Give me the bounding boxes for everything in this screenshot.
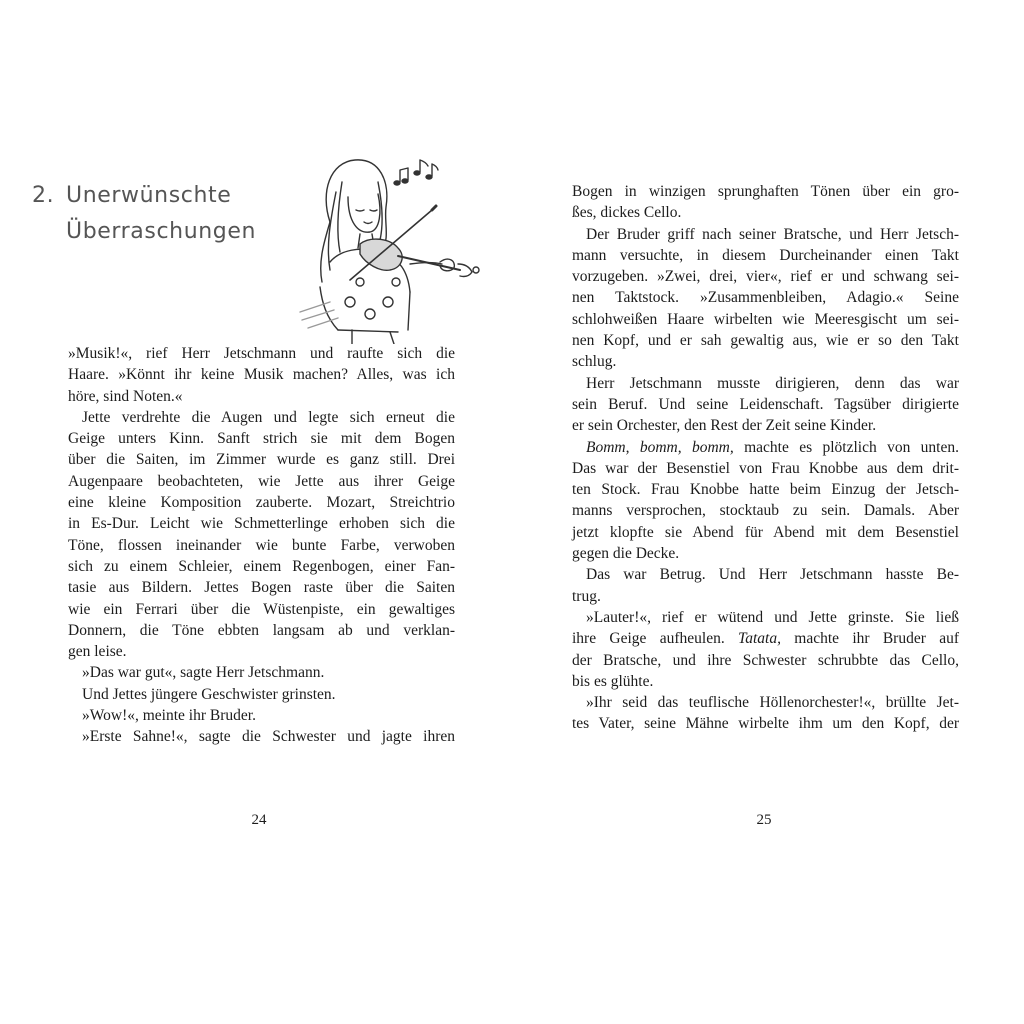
text-line: jetzt klopfte sie Abend für Abend mit dem Besenstiel [572,523,959,541]
text-line: eine kleine Komposition zauberte. Mozart, Streichtrio [68,494,455,512]
text-line: nen Kopf, und er sah gewaltig aus, wie er so den Takt [572,332,959,350]
text-line: gegen die Decke. [572,545,680,563]
text-line: Geige unters Kinn. Sanft strich sie mit dem Bogen [68,430,455,448]
text-line: ten Stock. Frau Knobbe hatte beim Einzug der Jetsch- [572,481,959,499]
text-line: Haare. »Könnt ihr keine Musik machen? Alles, was ich [68,366,455,384]
text-line: über die Saiten, im Zimmer wurde es ganz still. Drei [68,451,455,469]
text-line: höre, sind Noten.« [68,387,183,405]
text-line: Bogen in winzigen sprunghaften Tönen über ein gro- [572,183,959,200]
text-line: bis es glühte. [572,672,654,690]
text-line: Der Bruder griff nach seiner Bratsche, und Herr Jetsch- [586,225,959,243]
text-line: »Musik!«, rief Herr Jetschmann und raufte sich die [68,345,455,362]
text-line: »Ihr seid das teuflische Höllenorchester!«, brüllte Jet- [586,694,959,712]
text-line: schlug. [572,353,617,371]
text-line: vorzugeben. »Zwei, drei, vier«, rief er und schwang sei- [572,268,959,286]
text-line: nen Taktstock. »Zusammenbleiben, Adagio.« Seine [572,289,959,307]
text-line: Und Jettes jüngere Geschwister grinsten. [82,685,336,703]
text-line: Bomm, bomm, bomm, machte es plötzlich von unten. [586,438,959,456]
page-number-right: 25 [756,812,772,828]
text-line: Das war der Besenstiel von Frau Knobbe aus dem drit- [572,459,959,477]
text-line: mann versuchte, in diesem Durcheinander einen Takt [572,246,959,264]
text-line: sich zu einem Schleier, einem Regenbogen, einer Fan- [68,557,455,575]
text-line: sein Beruf. Und seine Leidenschaft. Tagsüber dirigierte [572,395,959,413]
left-page-text [68,343,455,748]
text-line: Töne, flossen ineinander wie bunte Farbe, verwoben [68,536,455,554]
page-number-left: 24 [251,812,267,828]
chapter-title-line2: Überraschungen [66,219,257,244]
text-line: Donnern, die Töne ebbten langsam ab und verklan- [68,621,455,639]
text-line: in Es-Dur. Leicht wie Schmetterlinge erhoben sich die [68,515,455,533]
text-line: tes Vater, seine Mähne wirbelte ihm um den Kopf, der [572,715,959,733]
text-line: ihre Geige aufheulen. Tatata, machte ihr Bruder auf [572,630,959,648]
text-line: wie ein Ferrari über die Wüstenpiste, ein gewaltiges [68,600,455,618]
right-page-text [572,181,959,735]
text-line: »Wow!«, meinte ihr Bruder. [82,707,256,725]
text-line: Das war Betrug. Und Herr Jetschmann hasste Be- [586,566,959,584]
chapter-title-line1: Unerwünschte [66,183,232,208]
text-line: Augenpaare beobachteten, wie Jette aus ihrer Geige [68,472,455,490]
text-line: der Bratsche, und ihre Schwester schrubbte das Cello, [572,651,959,669]
text-line: Jette verdrehte die Augen und legte sich erneut die [82,408,455,426]
right-page [512,0,1024,1024]
chapter-number: 2. [32,183,55,208]
text-line: ßes, dickes Cello. [572,204,682,222]
text-line: trug. [572,587,601,605]
text-line: »Lauter!«, rief er wütend und Jette grinste. Sie ließ [586,608,959,626]
text-line: tasie aus Bildern. Jettes Bogen raste über die Saiten [68,579,455,597]
chapter-heading [32,178,282,250]
text-line: gen leise. [68,643,127,661]
text-line: er sein Orchester, den Rest der Zeit seine Kinder. [572,417,877,435]
violin-girl-drawing [290,152,495,344]
text-line: Herr Jetschmann musste dirigieren, denn das war [586,374,959,392]
text-line: »Erste Sahne!«, sagte die Schwester und jagte ihren [82,728,455,746]
text-line: manns versprochen, stocktaub zu sein. Damals. Aber [572,502,959,520]
violin-girl-illustration [290,152,495,344]
text-line: schlohweißen Haare wirbelten wie Meeresgischt um sei- [572,310,959,328]
text-line: »Das war gut«, sagte Herr Jetschmann. [82,664,325,682]
